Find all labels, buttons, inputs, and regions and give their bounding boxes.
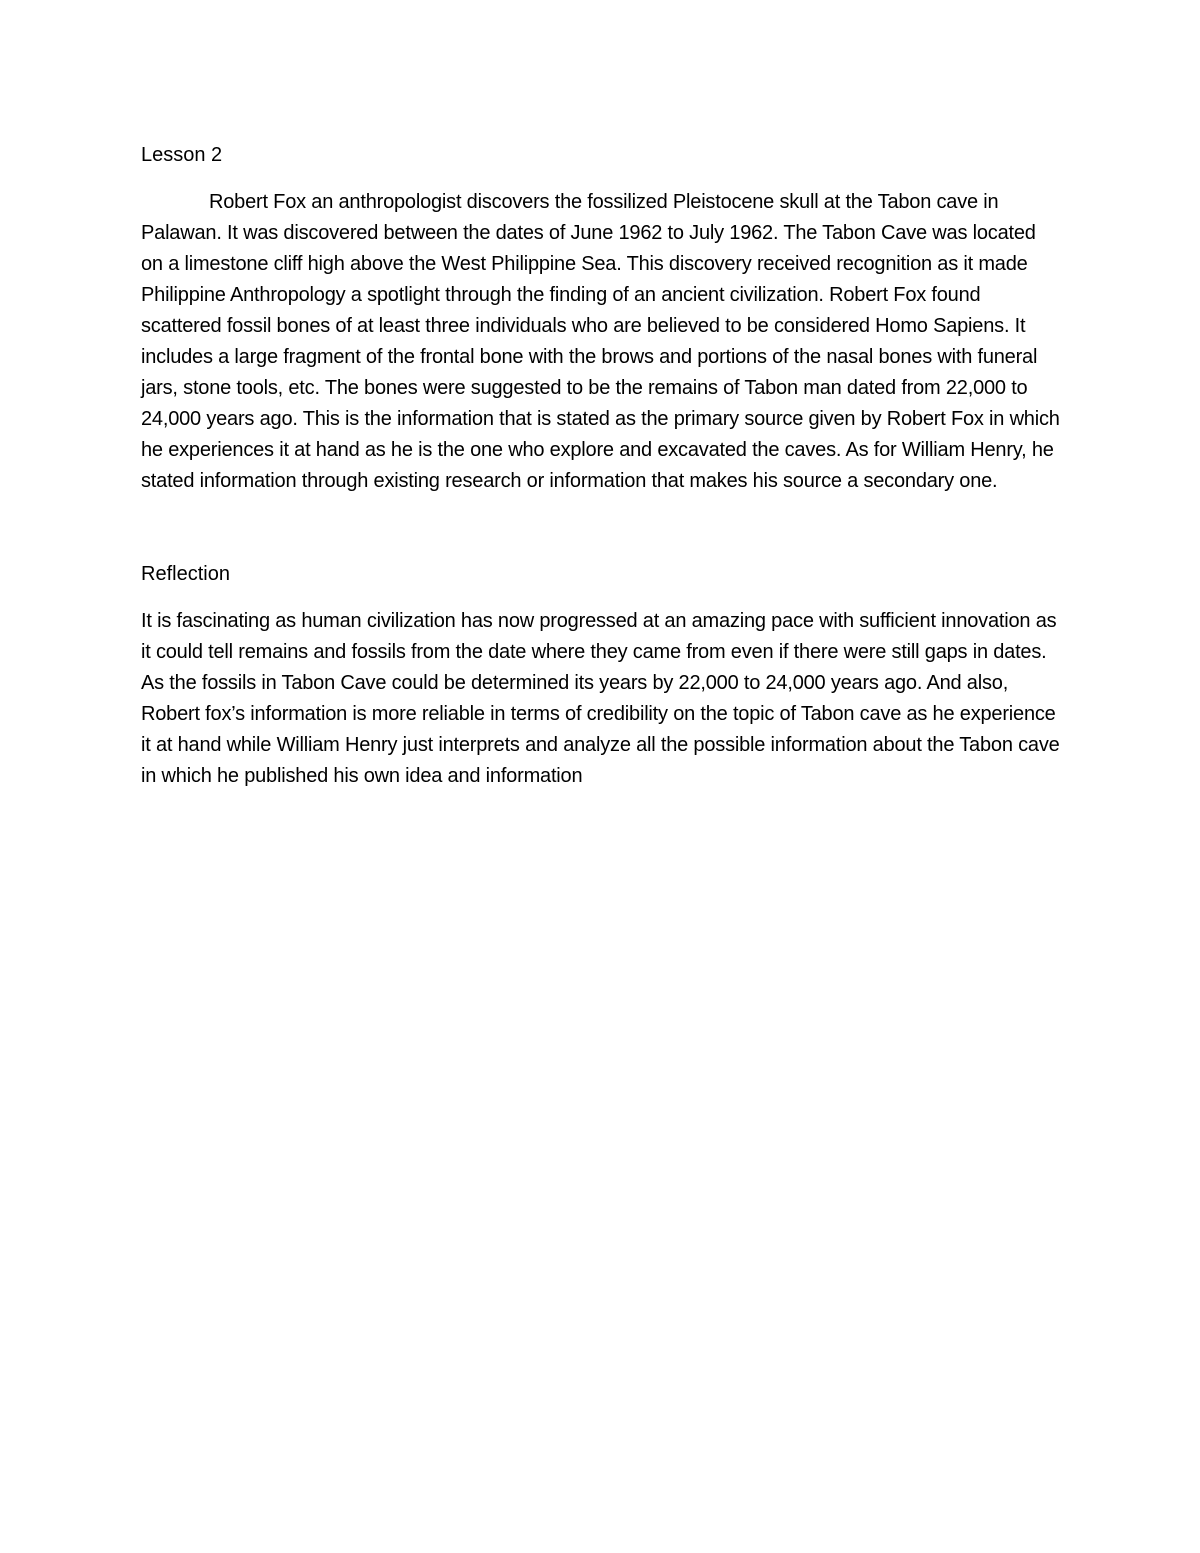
lesson-heading: Lesson 2 <box>141 144 223 166</box>
section-spacer <box>141 497 1061 559</box>
reflection-paragraph: It is fascinating as human civilization has now progressed at an amazing pace with sufficient innovation as it could tell remains and fossils from the date where they came from even if there were still gaps in dates. As the fossils in Tabon Cave could be determined its years by 22,000 to 24,000 years ago. And also, Robert fox’s information is more reliable in terms of credibility on the topic of Tabon cave as he experience it at hand while William Henry just interprets and analyze all the possible information about the Tabon cave in which he published his own idea and information <box>141 610 1060 787</box>
lesson-paragraph: Robert Fox an anthropologist discovers the fossilized Pleistocene skull at the Tabon cave in Palawan. It was discovered between the dates of June 1962 to July 1962. The Tabon Cave was located on a limestone cliff high above the West Philippine Sea. This discovery received recognition as it made Philippine Anthropology a spotlight through the finding of an ancient civilization. Robert Fox found scattered fossil bones of at least three individuals who are believed to be considered Homo Sapiens. It includes a large fragment of the frontal bone with the brows and portions of the nasal bones with funeral jars, stone tools, etc. The bones were suggested to be the remains of Tabon man dated from 22,000 to 24,000 years ago. This is the information that is stated as the primary source given by Robert Fox in which he experiences it at hand as he is the one who explore and excavated the caves. As for William Henry, he stated information through existing research or information that makes his source a secondary one. <box>141 191 1060 492</box>
reflection-heading: Reflection <box>141 563 230 585</box>
document-content <box>141 140 1061 792</box>
